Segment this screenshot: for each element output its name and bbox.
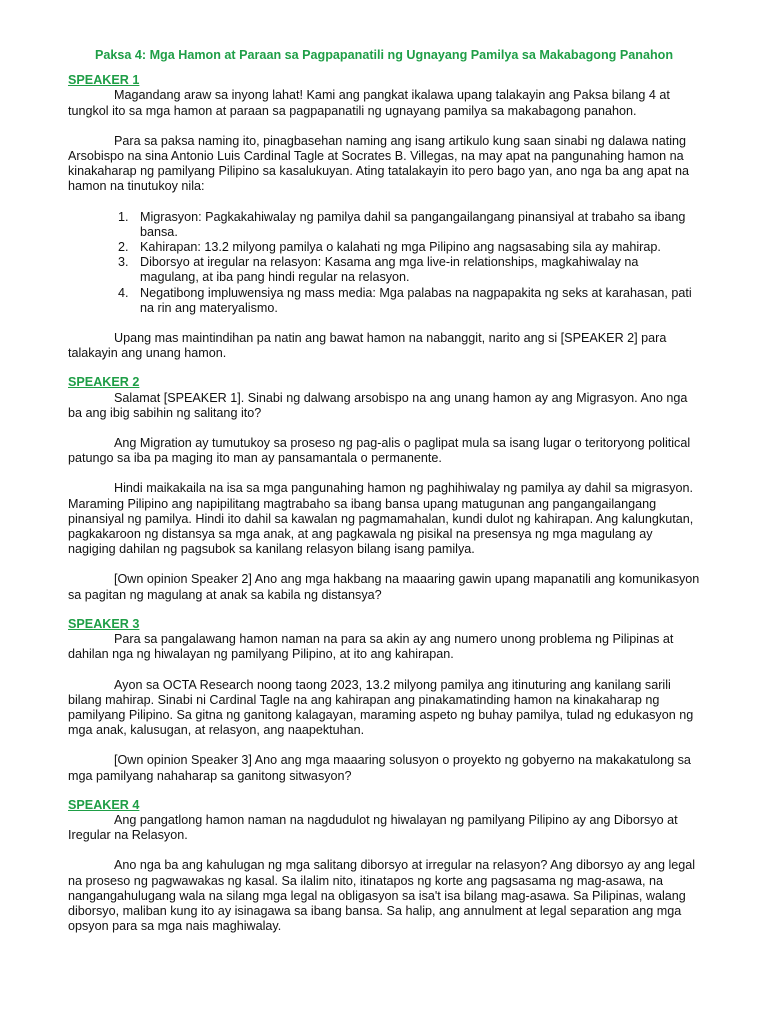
paragraph: [Own opinion Speaker 3] Ano ang mga maaaring solusyon o proyekto ng gobyerno na makakatulong sa mga pamilyang nahaharap sa ganitong sitwasyon? (68, 753, 691, 783)
paragraph: Ayon sa OCTA Research noong taong 2023, 13.2 milyong pamilya ang itinuturing ang kanilang sarili bilang mahirap. Sinabi ni Cardinal Tagle na ang kahirapan ang pinakamatinding hamon na kinakaharap ng pamilyang Pilipino. Sa gitna ng ganitong kalagayan, maraming aspeto ng buhay pamilya, tulad ng edukasyon ng mga anak, kalusugan, at relasyon, ang naapektuhan. (68, 677, 694, 738)
speaker-3-section (68, 617, 700, 784)
list-item: 1. Migrasyon: Pagkakahiwalay ng pamilya dahil sa pangangailangang pinansiyal at trabaho sa ibang bansa. (132, 210, 700, 240)
speaker-heading: SPEAKER 2 (68, 375, 140, 390)
speaker-4-section (68, 798, 700, 935)
list-item: 2. Kahirapan: 13.2 milyong pamilya o kalahati ng mga Pilipino ang nagsasabing sila ay mahirap. (132, 240, 700, 255)
paragraph: Para sa paksa naming ito, pinagbasehan naming ang isang artikulo kung saan sinabi ng dalawa nating Arsobispo na sina Antonio Luis Cardinal Tagle at Socrates B. Villegas, na may apat na pangunahing hamon na kinakaharap ng pamilyang Pilipino sa kasalukuyan. Ating tatalakayin ito pero bago yan, ano nga ba ang apat na hamon na tinutukoy nila: (68, 133, 690, 194)
list-item: 4. Negatibong impluwensiya ng mass media: Mga palabas na nagpapakita ng seks at karahasan, pati na rin ang materyalismo. (132, 286, 700, 316)
paragraph: Para sa pangalawang hamon naman na para sa akin ay ang numero unong problema ng Pilipinas at dahilan nga ng hiwalayan ng pamilyang Pilipino, at ito ang kahirapan. (68, 632, 674, 662)
document-title: Paksa 4: Mga Hamon at Paraan sa Pagpapanatili ng Ugnayang Pamilya sa Makabagong Panahon (94, 48, 674, 62)
paragraph: Salamat [SPEAKER 1]. Sinabi ng dalwang arsobispo na ang unang hamon ay ang Migrasyon. Ano nga ba ang ibig sabihin ng salitang ito? (68, 390, 688, 420)
paragraph: Ano nga ba ang kahulugan ng mga salitang diborsyo at irregular na relasyon? Ang diborsyo ay ang legal na proseso ng pagwawakas ng kasal. Sa ilalim nito, itinatapos ng korte ang pagsasama ng mag-asawa, na nangangahulugang wala na silang mga legal na obligasyon sa isa't isa bilang mag-asawa. Sa Pilipinas, walang diborsyo, maliban kung ito ay isinagawa sa ibang bansa. Sa halip, ang annulment at legal separation ang mga opsyon para sa mga nais maghiwalay. (68, 858, 696, 934)
paragraph: Ang Migration ay tumutukoy sa proseso ng pag-alis o paglipat mula sa isang lugar o teritoryong political patungo sa iba pa maging ito man ay pansamantala o permanente. (68, 436, 691, 466)
speaker-heading: SPEAKER 1 (68, 73, 140, 88)
challenges-list (68, 210, 700, 316)
list-item: 3. Diborsyo at iregular na relasyon: Kasama ang mga live-in relationships, magkahiwalay na magulang, at iba pang hindi regular na relasyon. (132, 255, 700, 285)
paragraph: [Own opinion Speaker 2] Ano ang mga hakbang na maaaring gawin upang mapanatili ang komunikasyon sa pagitan ng magulang at anak sa kabila ng distansya? (68, 572, 700, 602)
speaker-heading: SPEAKER 3 (68, 616, 140, 631)
paragraph: Upang mas maintindihan pa natin ang bawat hamon na nabanggit, narito ang si [SPEAKER 2] para talakayin ang unang hamon. (68, 331, 667, 361)
paragraph: Hindi maikakaila na isa sa mga pangunahing hamon ng paghihiwalay ng pamilya ay dahil sa migrasyon. Maraming Pilipino ang napipilitang magtrabaho sa ibang bansa upang matugunan ang pangangailangang pinansiyal ng pamilya. Hindi ito dahil sa kawalan ng pagmamahalan, kundi dulot ng kahirapan. Ang kalungkutan, pagkakaroon ng distansya sa mga anak, at ang pagkawala ng pisikal na presensya ng mga magulang ay nagiging dahilan ng pagsubok sa kanilang relasyon bilang isang pamilya. (68, 481, 694, 557)
speaker-2-section (68, 375, 700, 602)
paragraph: Magandang araw sa inyong lahat! Kami ang pangkat ikalawa upang talakayin ang Paksa bilang 4 at tungkol ito sa mga hamon at paraan sa pagpapanatili ng ugnayang pamilya sa makabagong panahon. (68, 88, 670, 118)
paragraph: Ang pangatlong hamon naman na nagdudulot ng hiwalayan ng pamilyang Pilipino ay ang Diborsyo at Iregular na Relasyon. (68, 812, 678, 843)
speaker-heading: SPEAKER 4 (68, 797, 140, 812)
speaker-1-section (68, 73, 700, 361)
